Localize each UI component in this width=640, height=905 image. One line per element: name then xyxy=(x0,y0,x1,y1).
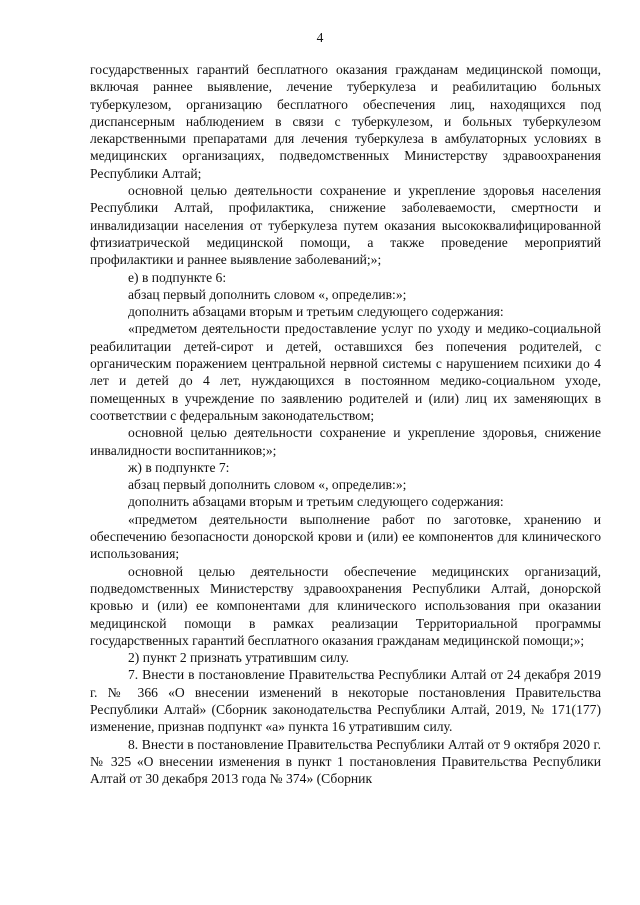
page-number: 4 xyxy=(316,30,324,45)
paragraph-add-abzacs-2: дополнить абзацами вторым и третьим следующего содержания: xyxy=(128,494,504,510)
paragraph-subitem-e: е) в подпункте 6: xyxy=(128,269,227,285)
paragraph-subject-blood: «предметом деятельности выполнение работ по заготовке, хранению и обеспечению безопасности донорской крови и (или) ее компонентов для клинического использования; xyxy=(90,511,601,562)
paragraph-add-abzacs: дополнить абзацами вторым и третьим следующего содержания: xyxy=(128,304,504,320)
paragraph-amend-first-abzac-2: абзац первый дополнить словом «, определив:»; xyxy=(128,477,407,493)
paragraph-main-goal-tuberculosis: основной целью деятельности сохранение и укрепление здоровья населения Республики Алтай, профилактика, снижение заболеваемости, смертности и инвалидизации населения от туберкулеза путем оказания высококвалифицированной фтизиатрической медицинской помощи, а также проведение мероприятий профилактики и раннее выявление заболеваний;»; xyxy=(90,183,601,268)
paragraph-main-goal-health: основной целью деятельности сохранение и укрепление здоровья, снижение инвалидности воспитанников;»; xyxy=(90,425,601,458)
paragraph-amend-first-abzac: абзац первый дополнить словом «, определив:»; xyxy=(128,286,407,302)
paragraph-subject-care: «предметом деятельности предоставление услуг по уходу и медико-социальной реабилитации детей-сирот и детей, оставшихся без попечения родителей, с органическим поражением центральной нервной системы с нарушением психики до 4 лет и детей до 4 лет, нуждающихся в постоянном медико-социальном уходе, помещенных в учреждение по заявлению родителей и (или) лиц их заменяющих в соответствии с федеральным законодательством; xyxy=(90,321,601,423)
paragraph-subitem-zh: ж) в подпункте 7: xyxy=(128,459,230,475)
paragraph-continuation: государственных гарантий бесплатного оказания гражданам медицинской помощи, включая раннее выявление, лечение туберкулеза и реабилитацию больных туберкулезом, организацию бесплатного обеспечения лиц, находящихся под диспансерным наблюдением в связи с туберкулезом, и больных туберкулезом лекарственными препаратами для лечения туберкулеза в амбулаторных условиях в медицинских организациях, подведомственных Министерству здравоохранения Республики Алтай; xyxy=(90,62,601,181)
paragraph-main-goal-blood: основной целью деятельности обеспечение медицинских организаций, подведомственных Министерству здравоохранения Республики Алтай, донорской кровью и (или) ее компонентами для клинического использования при оказании медицинской помощи в рамках реализации Территориальной программы государственных гарантий бесплатного оказания гражданам медицинской помощи;»; xyxy=(90,563,601,648)
document-body xyxy=(90,61,601,787)
paragraph-item-8: 8. Внести в постановление Правительства Республики Алтай от 9 октября 2020 г. № 325 «О внесении изменения в пункт 1 постановления Правительства Республики Алтай от 30 декабря 2013 года № 374» (Сборник xyxy=(90,736,601,787)
paragraph-item-2-void: 2) пункт 2 признать утратившим силу. xyxy=(128,650,349,666)
paragraph-item-7: 7. Внести в постановление Правительства Республики Алтай от 24 декабря 2019 г. № 366 «О внесении изменений в некоторые постановления Правительства Республики Алтай» (Сборник законодательства Республики Алтай, 2019, № 171(177) изменение, признав подпункт «а» пункта 16 утратившим силу. xyxy=(90,667,601,735)
